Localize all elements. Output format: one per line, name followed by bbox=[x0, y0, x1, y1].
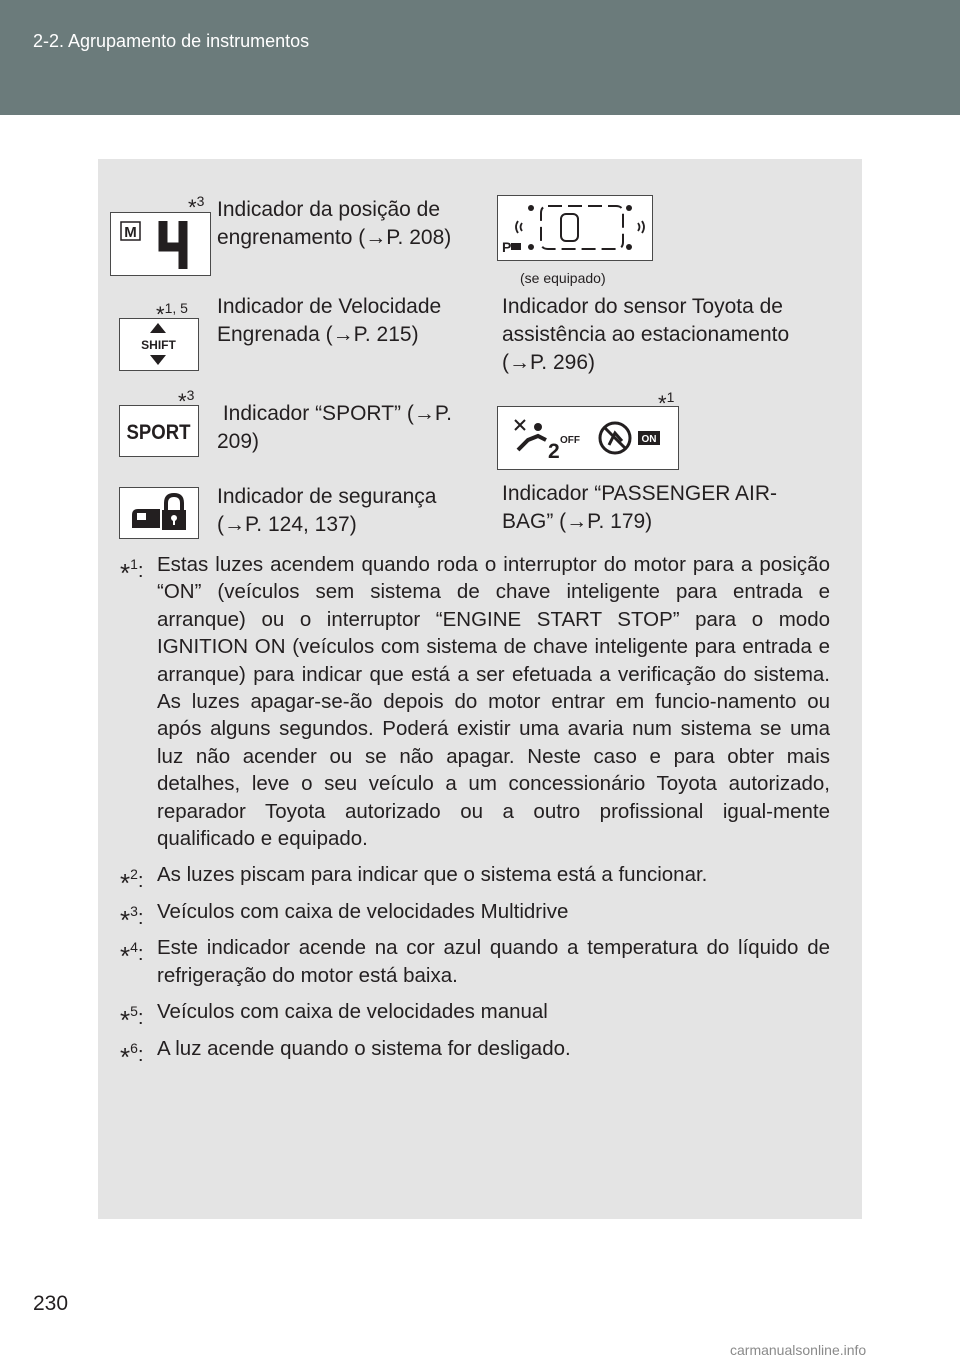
footnote-item bbox=[120, 1035, 830, 1072]
sport-footnote: *$^3$ bbox=[178, 387, 195, 414]
parking-sensor-icon bbox=[497, 195, 653, 261]
passenger-airbag-label: Indicador “PASSENGER AIR-BAG” (→P. 179) bbox=[502, 482, 778, 533]
footnote-text: Estas luzes acendem quando roda o interruptor do motor para a posição “ON” (veículos sem sistema de chave inteligente para entrada e arranque) ou o interruptor “ENGINE START STOP” para o modo IGNITION ON (veículos com sistema de chave inteligente para entrada e arranque) para indicar que está a ser efetuada a verificação do sistema. As luzes apagar-se-ão depois do motor entrar em funcio-namento ou após alguns segundos. Poderá existir uma avaria num sistema se uma luz não acender ou se não apagar. Neste caso e para obter mais detalhes, leve o seu veículo a um concessionário Toyota autorizado, reparador Toyota autorizado ou a outro profissional igual-mente qualificado e equipado. bbox=[157, 553, 830, 851]
gear-position-icon bbox=[110, 212, 211, 276]
footnote-text: Veículos com caixa de velocidades manual bbox=[157, 1000, 548, 1024]
passenger-airbag-icon bbox=[497, 406, 679, 470]
sport-label: Indicador “SPORT” (→P. 209) bbox=[217, 402, 458, 453]
airbag-on-text: ON bbox=[641, 434, 657, 445]
footnote-marker: *$^6$: bbox=[120, 1039, 144, 1072]
gear-speed-label: Indicador de Velocidade Engrenada (→P. 215) bbox=[217, 295, 442, 346]
gear-speed-footnote: *$^{1, 5}$ bbox=[156, 300, 188, 327]
section-title: 2-2. Agrupamento de instrumentos bbox=[33, 31, 310, 51]
security-label: Indicador de segurança (→P. 124, 137) bbox=[217, 485, 437, 536]
passenger-airbag-footnote: *$^1$ bbox=[658, 389, 675, 416]
airbag-seat-number: 2 bbox=[548, 440, 560, 463]
footnote-marker: *$^3$: bbox=[120, 902, 144, 935]
parking-sensor-label: Indicador do sensor Toyota de assistência ao estacionamento (→P. 296) bbox=[502, 295, 790, 374]
footnote-item bbox=[120, 998, 830, 1036]
gear-position-footnote: *$^3$ bbox=[188, 193, 205, 220]
footnote-marker: *$^4$: bbox=[120, 939, 144, 972]
footnote-item bbox=[120, 898, 830, 935]
footnote-item bbox=[120, 934, 830, 989]
shift-text: SHIFT bbox=[141, 338, 176, 352]
footnote-item bbox=[120, 551, 830, 852]
footnote-text: Este indicador acende na cor azul quando a temperatura do líquido de refrigeração do motor está baixa. bbox=[157, 936, 830, 987]
footnote-marker: *$^5$: bbox=[120, 1003, 144, 1036]
airbag-off-text: OFF bbox=[560, 435, 580, 446]
page-header bbox=[0, 0, 960, 115]
svg-text:P: P bbox=[502, 239, 512, 255]
footnotes bbox=[120, 551, 830, 1071]
gear-position-label: Indicador da posição de engrenamento (→P. 208) bbox=[217, 198, 452, 249]
sport-text: SPORT bbox=[126, 421, 191, 444]
footnote-item bbox=[120, 861, 830, 899]
parking-sensor-caption: (se equipado) bbox=[520, 270, 606, 286]
gear-mode-glyph: M bbox=[124, 224, 137, 241]
footnote-marker: *$^1$: bbox=[120, 556, 144, 588]
sport-indicator-icon bbox=[119, 405, 199, 457]
footnote-text: Veículos com caixa de velocidades Multidrive bbox=[157, 899, 569, 923]
footnote-marker: *$^2$: bbox=[120, 866, 144, 899]
page-number: 230 bbox=[33, 1292, 69, 1315]
footnote-text: As luzes piscam para indicar que o sistema está a funcionar. bbox=[157, 863, 708, 887]
security-indicator-icon bbox=[119, 487, 199, 539]
footnote-text: A luz acende quando o sistema for desligado. bbox=[157, 1036, 571, 1060]
watermark: carmanualsonline.info bbox=[730, 1342, 867, 1358]
